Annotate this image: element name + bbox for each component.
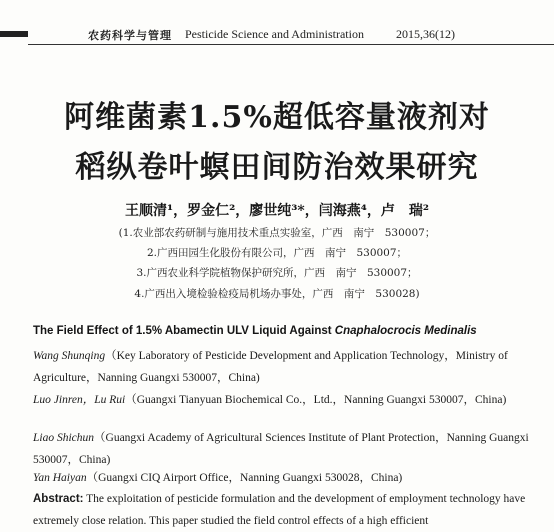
header-bar	[0, 31, 28, 37]
authors-cn: 王顺清¹，罗金仁²，廖世纯³*，闫海燕⁴，卢 瑞²	[125, 203, 429, 219]
affiliation-cn-4: 4.广西出入境检验检疫局机场办事处，广西 南宁 530028)	[134, 288, 420, 300]
paper-title-line2: 稻纵卷叶螟田间防治效果研究	[75, 150, 479, 185]
journal-issue: 2015,36(12)	[396, 27, 455, 41]
author-affiliation: （Guangxi CIQ Airport Office，Nanning Guangxi 530028，China)	[86, 472, 403, 484]
english-author-1	[33, 345, 533, 389]
abstract	[33, 488, 533, 532]
english-author-4	[33, 467, 533, 489]
journal-header	[0, 23, 554, 45]
english-title	[33, 325, 477, 337]
author-name: Liao Shichun	[33, 432, 95, 444]
abstract-text: The exploitation of pesticide formulation and the development of employment technology have extremely close relation. This paper studied the field control effects of a high efficient	[33, 493, 526, 527]
author-name: Yan Haiyan	[33, 472, 87, 484]
journal-name-en: Pesticide Science and Administration	[185, 27, 364, 41]
abstract-label: Abstract:	[33, 493, 84, 505]
header-rule	[28, 44, 554, 45]
journal-name-cn: 农药科学与管理	[88, 29, 172, 42]
affiliation-cn-1: (1.农业部农药研制与施用技术重点实验室，广西 南宁 530007；	[118, 227, 436, 239]
author-name: Luo Jinren，Lu Rui	[33, 394, 126, 406]
paper-title-line1: 阿维菌素1.5%超低容量液剂对	[64, 100, 490, 135]
english-author-3	[33, 427, 533, 471]
author-affiliation: （Guangxi Tianyuan Biochemical Co.，Ltd.，Nanning Guangxi 530007，China)	[125, 394, 507, 406]
english-title-species: Cnaphalocrocis Medinalis	[334, 325, 477, 337]
author-affiliation: （Guangxi Academy of Agricultural Sciences Institute of Plant Protection，Nanning Guangxi 530007，China)	[33, 432, 529, 466]
english-author-2	[33, 389, 533, 411]
author-affiliation: （Key Laboratory of Pesticide Development and Application Technology，Ministry of Agriculture，Nanning Guangxi 530007，China)	[33, 350, 508, 384]
english-title-prefix: The Field Effect of 1.5% Abamectin ULV Liquid Against	[33, 325, 335, 337]
author-name: Wang Shunqing	[33, 350, 106, 362]
affiliation-cn-3: 3.广西农业科学院植物保护研究所，广西 南宁 530007；	[136, 267, 418, 279]
affiliation-cn-2: 2.广西田园生化股份有限公司，广西 南宁 530007；	[146, 247, 408, 259]
